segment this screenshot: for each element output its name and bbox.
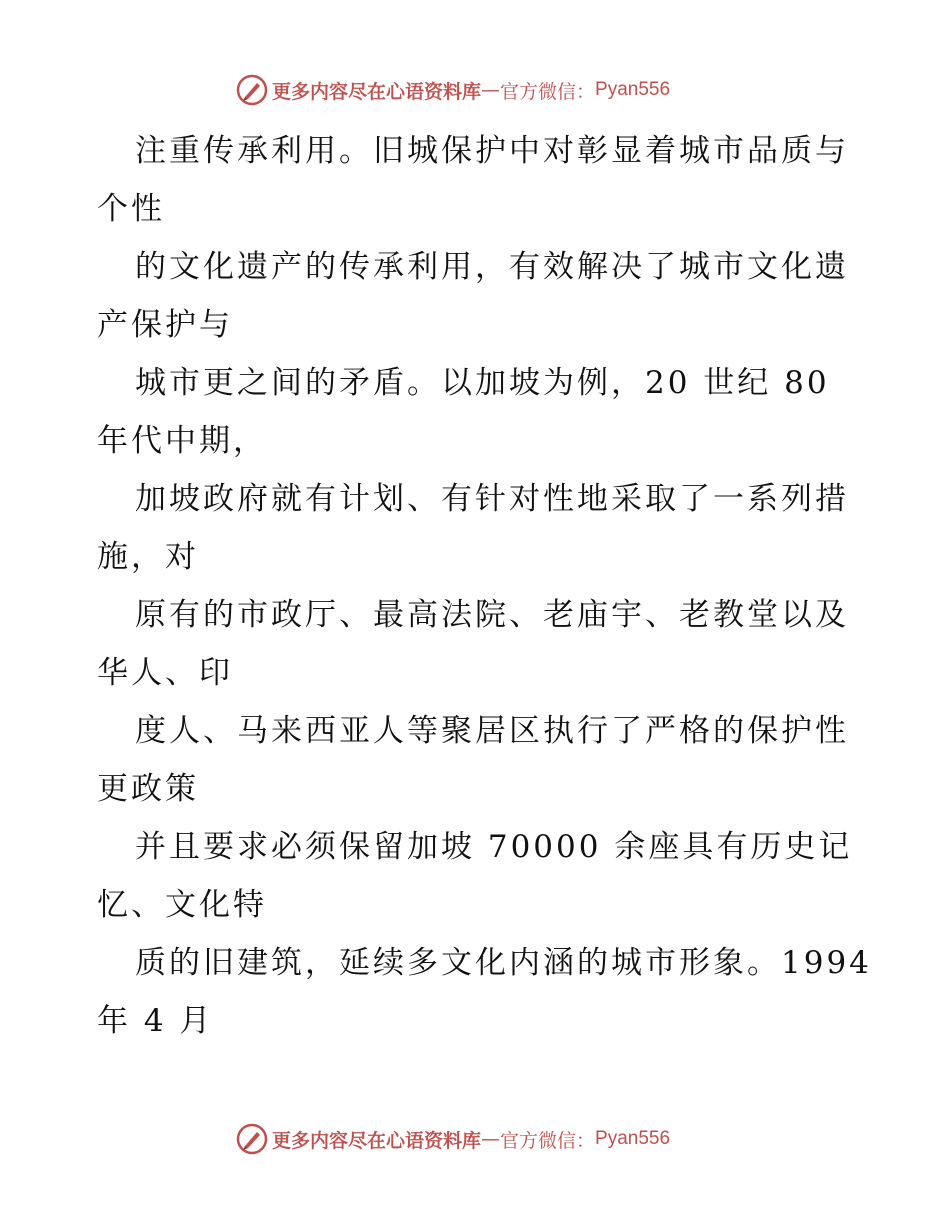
banner-separator: — [481, 79, 501, 101]
text-line: 年 4 月 [97, 1003, 214, 1039]
text-line: 并且要求必须保留加坡 70000 余座具有历史记 [135, 829, 853, 865]
banner-label: 更多内容尽在心语资料库 [272, 1129, 482, 1152]
banner-wechat-label: 官方微信： [500, 80, 596, 103]
text-line: 施，对 [97, 539, 199, 575]
banner-label: 更多内容尽在心语资料库 [272, 80, 482, 103]
text-line: 注重传承利用。旧城保护中对彰显着城市品质与 [135, 133, 849, 169]
text-line: 原有的市政厅、最高法院、老庙宇、老教堂以及 [135, 597, 849, 633]
quill-pen-logo-icon [236, 74, 268, 106]
quill-pen-logo-icon [236, 1123, 268, 1155]
document-body [97, 122, 877, 1050]
banner-wechat-label: 官方微信： [500, 1129, 596, 1152]
text-line: 的文化遗产的传承利用，有效解决了城市文化遗 [135, 249, 849, 285]
text-line: 度人、马来西亚人等聚居区执行了严格的保护性 [135, 713, 849, 749]
text-line: 质的旧建筑，延续多文化内涵的城市形象。1994 [135, 945, 872, 981]
text-line: 忆、文化特 [97, 887, 267, 923]
banner-separator: — [481, 1128, 501, 1150]
header-banner [236, 73, 756, 107]
text-line: 更政策 [97, 771, 199, 807]
banner-wechat-id: Pyan556 [595, 1128, 671, 1149]
text-line: 产保护与 [97, 307, 233, 343]
banner-wechat-id: Pyan556 [595, 79, 671, 100]
text-line: 华人、印 [97, 655, 233, 691]
text-line: 年代中期， [97, 423, 267, 459]
text-line: 城市更之间的矛盾。以加坡为例，20 世纪 80 [135, 365, 830, 401]
text-line: 加坡政府就有计划、有针对性地采取了一系列措 [135, 481, 849, 517]
footer-banner [236, 1122, 756, 1156]
text-line: 个性 [97, 191, 165, 227]
